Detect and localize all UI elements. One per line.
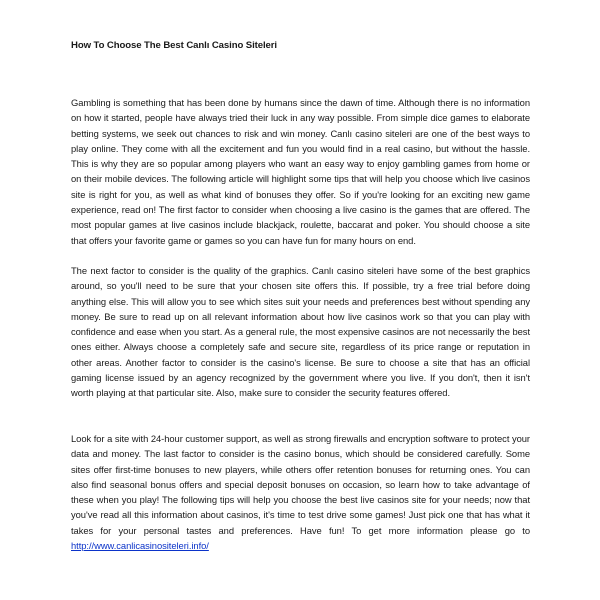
paragraph-2: The next factor to consider is the quality of the graphics. Canlı casino siteleri have some of the best graphics around, so you'll need to be sure that your chosen site offers this. If possible, try a free trial before doing anything else. This will allow you to see which sites suit your needs and preferences best without spending any money. Be sure to read up on all relevant information about how live casinos work so that you can play with confidence and ease when you start. As a general rule, the most expensive casinos are not necessarily the best ones either. Always choose a completely safe and secure site, regardless of its price range or reputation in other areas. Another factor to consider is the casino's license. Be sure to choose a site that has an official gaming license issued by an agency recognized by the government where you live. If you don't, then it isn't worth playing at that particular site. Also, make sure to consider the security features offered.: [71, 265, 530, 399]
document-title: How To Choose The Best Canlı Casino Siteleri: [71, 40, 277, 51]
website-link[interactable]: http://www.canlicasinositeleri.info/: [71, 540, 209, 552]
paragraph-3: [71, 431, 530, 553]
paragraph-3-text: Look for a site with 24-hour customer support, as well as strong firewalls and encryption software to protect your data and money. The last factor to consider is the casino bonus, which should be considered carefully. Some sites offer first-time bonuses to new players, while others offer retention bonuses for returning ones. You can also find seasonal bonus offers and special deposit bonuses on occasion, so learn how to take advantage of these when you play! The following tips will help you choose the best live casinos site for your needs; now that you've read all this information about casinos, it's time to test drive some games! Just pick one that has what it takes for your personal tastes and preferences. Have fun! To get more information please go to: [71, 433, 530, 536]
paragraph-1: Gambling is something that has been done by humans since the dawn of time. Although there is no information on how it started, people have always tried their luck in any way possible. From simple dice games to elaborate betting systems, we seek out chances to risk and win money. Canlı casino siteleri are one of the best ways to play online. They come with all the excitement and fun you would find in a real casino, but without the hassle. This is why they are so popular among players who want an easy way to enjoy gambling games from home or on their mobile devices. The following article will highlight some tips that will help you choose which live casinos site is right for you, as well as what kind of bonuses they offer. So if you're looking for an exciting new game experience, read on! The first factor to consider when choosing a live casino is the games that are offered. The most popular games at live casinos include blackjack, roulette, baccarat and poker. You should choose a site that offers your favorite game or games so you can have fun for many hours on end.: [71, 97, 530, 246]
